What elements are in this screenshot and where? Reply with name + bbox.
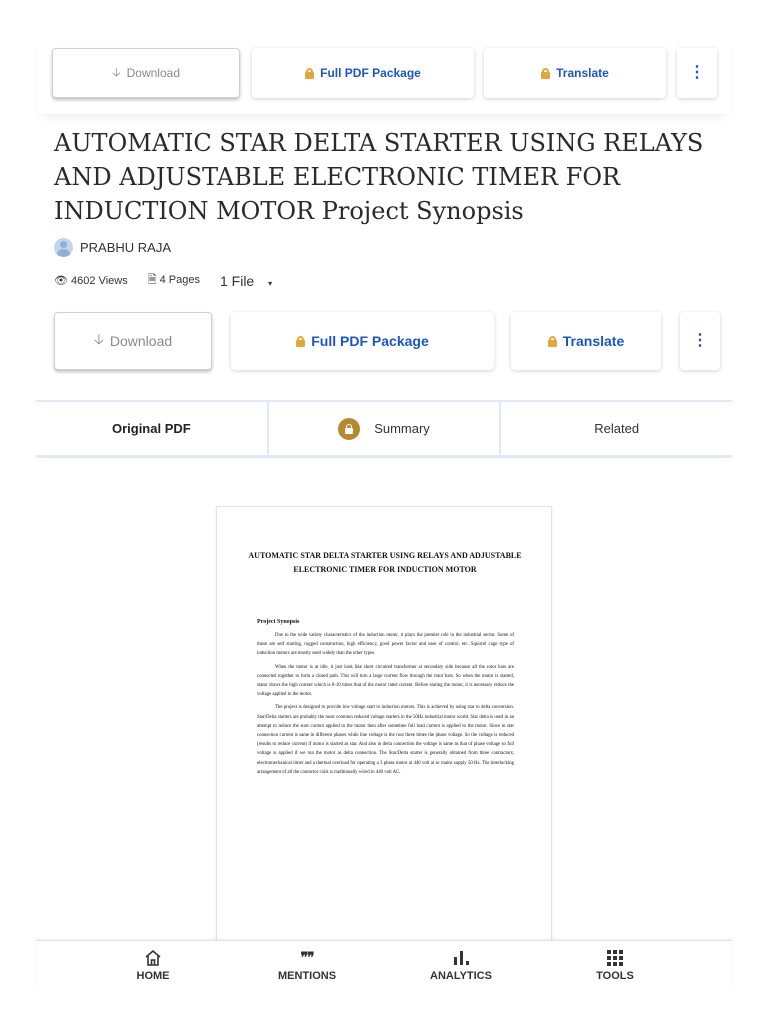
author-name: PRABHU RAJA — [80, 240, 172, 255]
full-pdf-label: Full PDF Package — [320, 66, 421, 80]
quote-icon: ❞❞ — [300, 949, 314, 966]
tab-related[interactable]: Related — [499, 400, 732, 455]
lock-icon — [548, 336, 557, 347]
kebab-menu-icon: ⋮ — [689, 64, 705, 81]
download-button[interactable] — [52, 48, 240, 98]
document-meta — [54, 271, 292, 290]
preview-body — [257, 631, 514, 781]
nav-tools[interactable]: TOOLS — [538, 941, 692, 988]
tab-summary[interactable]: Summary — [267, 400, 500, 455]
preview-title: AUTOMATIC STAR DELTA STARTER USING RELAYS AND ADJUSTABLE ELECTRONIC TIMER FOR INDUCTION MOTOR — [248, 551, 522, 574]
tab-original-pdf[interactable]: Original PDF — [36, 400, 267, 455]
page-title: AUTOMATIC STAR DELTA STARTER USING RELAYS AND ADJUSTABLE ELECTRONIC TIMER FOR INDUCTION MOTOR Project Synopsis — [54, 129, 704, 225]
lock-icon — [541, 68, 550, 79]
download-arrow-icon: 🡣 — [93, 331, 104, 347]
author-link[interactable] — [54, 238, 171, 257]
caret-down-icon: ▾ — [268, 278, 273, 288]
full-pdf-package-button[interactable] — [252, 48, 474, 98]
views-count: 👁 4602 Views — [54, 275, 128, 287]
bottom-navigation — [36, 940, 732, 988]
download-label: Download — [109, 333, 173, 349]
preview-paragraph: The project is designed to provide low voltage start to induction motors. This is achieved by using star to delta conversion. Star/Delta starters are probably the most common reduced voltage starters in the 50Hz industrial motor world. Star delta is used in an attempt to reduce the start current applied to the motor then after sometime full load current is applied to the motor. Since in star connection current is same in different phases while line voltage is the root three times the phase voltage. So the voltage is reduced (results to reduce current) if motor is started as star. And also in delta connection the voltage is same as that of phase voltage so full voltage is applied if we run the motor as delta connection. The Star/Delta starter is generally obtained from three contractors; electromechanical timer and a thermal overload for operating a 3 phase motor at 440 volt at ac mains supply 50 Hz. The interlocking arrangement of all the contactor coils is traditionally wired in 440 volt AC. — [257, 705, 514, 775]
more-options-button-main[interactable] — [680, 312, 720, 370]
nav-mentions[interactable]: ❞❞ MENTIONS — [277, 949, 337, 982]
translate-label: Translate — [562, 333, 625, 349]
preview-heading: Project Synopsis — [257, 619, 300, 625]
document-tabs — [36, 400, 732, 458]
kebab-menu-icon: ⋮ — [692, 332, 708, 349]
translate-button-main[interactable] — [511, 312, 661, 370]
full-pdf-package-button-main[interactable] — [231, 312, 494, 370]
pdf-page-preview[interactable] — [216, 506, 552, 966]
preview-paragraph: When the motor is at idle, it just look like short circuited transformer at secondary side because all the rotor bars are connected together to form a closed path. This will turn a large current flow through the rotor bars. So when the motor is started, stator draws the high current which is 8-10 times that of the motor rated current. Before staring the motor, it is necessary reduce the voltage applied to the motor. — [257, 664, 514, 698]
files-dropdown[interactable]: 1 File ▾ — [219, 272, 273, 289]
preview-paragraph: Due to the wide variety characteristics of the induction motor, it plays the premier role in the industrial sector. Some of those are self starting, rugged construction, high efficiency, good power factor and ease of control, etc. Squirrel cage type of induction motors are mostly used widely than the other types. — [257, 633, 514, 657]
pages-count: 🗎 4 Pages — [147, 274, 200, 286]
avatar-icon — [54, 238, 73, 257]
full-pdf-label: Full PDF Package — [311, 333, 429, 349]
translate-button[interactable] — [484, 48, 666, 98]
home-icon — [144, 948, 162, 968]
sticky-toolbar — [36, 36, 732, 114]
lock-icon — [305, 68, 314, 79]
bar-chart-icon — [454, 948, 469, 968]
lock-badge-icon — [338, 418, 360, 440]
nav-analytics[interactable]: ANALYTICS — [384, 941, 538, 988]
download-arrow-icon: 🡣 — [112, 64, 121, 79]
grid-icon — [607, 948, 623, 968]
translate-label: Translate — [556, 66, 609, 80]
download-button-main[interactable] — [54, 312, 212, 370]
lock-icon — [296, 336, 305, 347]
more-options-button[interactable] — [677, 48, 717, 98]
nav-home[interactable]: HOME — [76, 941, 230, 988]
download-label: Download — [126, 66, 180, 80]
